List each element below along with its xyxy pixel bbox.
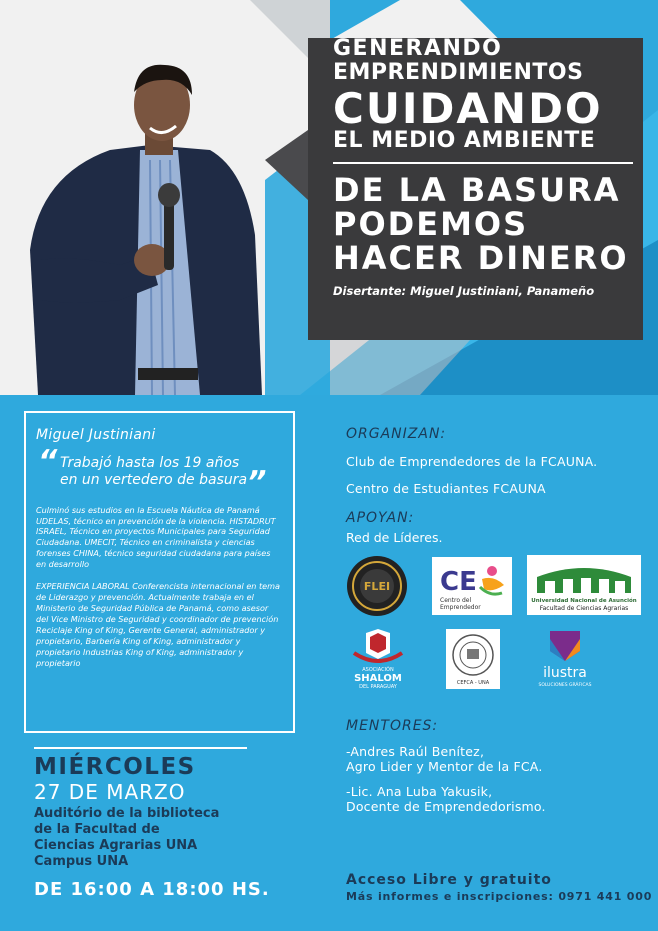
contact-info: Más informes e inscripciones: 0971 441 000: [346, 890, 653, 903]
organizer-item: Centro de Estudiantes FCAUNA: [346, 481, 546, 496]
venue-line: de la Facultad de: [34, 821, 160, 837]
mentor-item: [346, 784, 646, 814]
title-line: DE LA BASURA: [333, 171, 621, 209]
shalom-logo: [346, 629, 410, 695]
centro-emprendedor-logo: [432, 557, 512, 619]
ilustra-logo: [532, 629, 598, 695]
event-venue: [34, 806, 249, 871]
ilustra-label: ilustra: [543, 665, 587, 681]
speaker-photo: [0, 0, 300, 395]
cefca-label: CEFCA - UNA: [456, 680, 490, 686]
title-line: PODEMOS: [333, 205, 529, 243]
mentor-line: Agro Lider y Mentor de la FCA.: [346, 759, 543, 774]
title-line: CUIDANDO: [333, 84, 603, 133]
cefca-logo: [446, 629, 500, 693]
title-line: EL MEDIO AMBIENTE: [333, 128, 596, 153]
flei-logo: [346, 555, 408, 621]
flei-label: FLEI: [363, 580, 391, 593]
bio-paragraph: EXPERIENCIA LABORAL Conferencista internacional en tema de Liderazgo y prevención. Actualmente trabaja en el Ministerio de Seguridad Pública de Panamá, como asesor del Vice Ministro de Seguridad y coordinador de prevención Reciclaje King of King, Gerente General, administrador y propietario, Barbería King of King, administrador y propietario Industrias King of King, administrador y propietario: [36, 581, 281, 668]
ilustra-sub-label: SOLUCIONES GRÁFICAS: [538, 683, 592, 688]
sponsor-logos: [344, 553, 644, 693]
quote-open-icon: “: [38, 444, 58, 479]
bio-name: Miguel Justiniani: [36, 427, 156, 443]
shalom-line: ASOCIACIÓN: [362, 667, 394, 673]
venue-line: Ciencias Agrarias UNA: [34, 838, 198, 853]
event-day: MIÉRCOLES: [34, 753, 196, 780]
organizer-item: Club de Emprendedores de la FCAUNA.: [346, 454, 598, 469]
supporter-item: Red de Líderes.: [346, 530, 443, 545]
venue-line: Auditório de la biblioteca: [34, 805, 220, 821]
mentor-line: Docente de Emprendedorismo.: [346, 799, 546, 814]
mentor-item: [346, 744, 646, 774]
hero-title: [333, 38, 643, 298]
organizan-heading: ORGANIZAN:: [346, 426, 447, 442]
access-section: [346, 872, 653, 903]
bio-paragraph: Culminó sus estudios en la Escuela Náutica de Panamá UDELAS, técnico en prevención de la violencia. HISTADRUT ISRAEL, Técnico en proyectos Municipales para Seguridad Ciudadana. UMECIT, Técnico en criminalista y ciencias forenses CHINA, técnico seguridad ciudadana para países en desarrollo: [36, 504, 276, 570]
speaker-credit: Disertante: Miguel Justiniani, Panameño: [333, 284, 595, 298]
una-agrarias-logo: [527, 555, 641, 619]
ce-sub-label: Centro del: [440, 597, 472, 604]
event-divider: [34, 747, 247, 749]
apoyan-heading: APOYAN:: [346, 510, 415, 526]
bio-box: [24, 411, 295, 733]
event-time: DE 16:00 A 18:00 HS.: [34, 878, 270, 900]
una-line: Facultad de Ciencias Agrarias: [539, 605, 629, 612]
hero-banner: [0, 0, 658, 395]
ce-label: CE: [440, 567, 477, 597]
mentores-heading: MENTORES:: [346, 718, 439, 734]
bio-text: [36, 505, 283, 669]
mentor-line: -Lic. Ana Luba Yakusik,: [346, 784, 493, 799]
event-date: 27 DE MARZO: [34, 779, 186, 804]
mentor-line: -Andres Raúl Benítez,: [346, 744, 485, 759]
venue-line: Campus UNA: [34, 854, 129, 870]
title-line: HACER DINERO: [333, 239, 629, 277]
shalom-line: DEL PARAGUAY: [359, 684, 397, 690]
una-line: Universidad Nacional de Asunción: [531, 598, 637, 604]
event-info: [34, 747, 270, 900]
quote-line: Trabajó hasta los 19 años: [60, 455, 240, 471]
quote-line: en un vertedero de basura: [60, 471, 248, 488]
title-line: GENERANDO: [333, 36, 503, 61]
ce-sub-label: Emprendedor: [440, 604, 481, 611]
bio-quote: [36, 444, 283, 500]
quote-close-icon: ”: [247, 464, 267, 500]
shalom-line: SHALOM: [354, 673, 402, 684]
title-line: EMPRENDIMIENTOS: [333, 60, 584, 85]
access-heading: Acceso Libre y gratuito: [346, 872, 552, 888]
title-divider: [333, 162, 633, 164]
organizers-section: [346, 426, 646, 545]
mentors-section: [346, 718, 646, 814]
